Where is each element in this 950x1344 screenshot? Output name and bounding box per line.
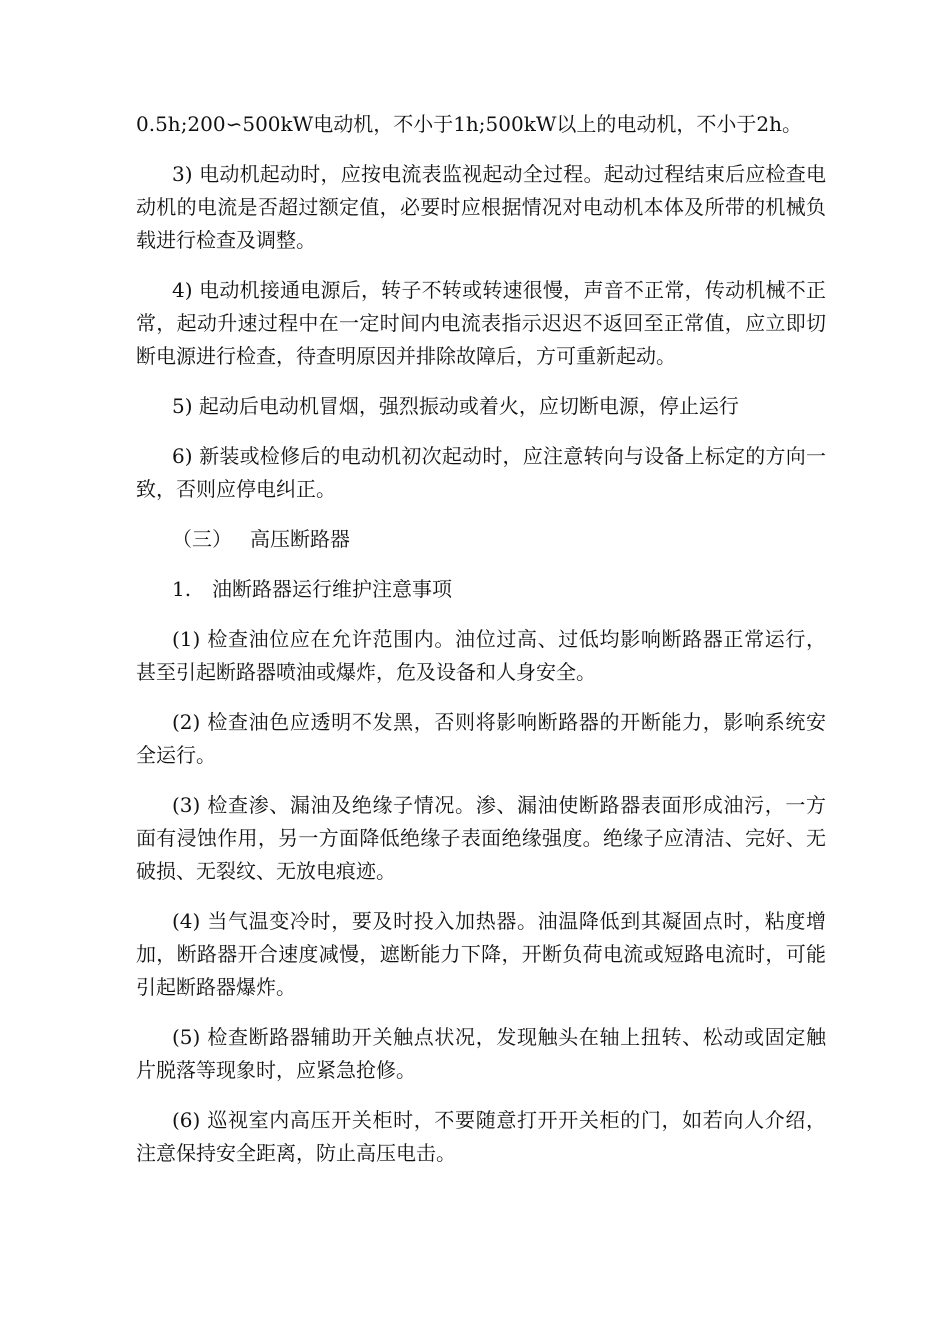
list-item-4: (4) 当气温变冷时，要及时投入加热器。油温降低到其凝固点时，粘度增加，断路器开合速度减慢，遮断能力下降，开断负荷电流或短路电流时，可能引起断路器爆炸。 — [136, 909, 826, 999]
paragraph-item-6: 6) 新装或检修后的电动机初次起动时，应注意转向与设备上标定的方向一致，否则应停电纠正。 — [136, 444, 826, 501]
paragraph-item-4: 4) 电动机接通电源后，转子不转或转速很慢，声音不正常，传动机械不正常，起动升速过程中在一定时间内电流表指示迟迟不返回至正常值，应立即切断电源进行检查，待查明原因并排除故障后，方可重新起动。 — [136, 278, 826, 368]
list-item-3: (3) 检查渗、漏油及绝缘子情况。渗、漏油使断路器表面形成油污，一方面有浸蚀作用，另一方面降低绝缘子表面绝缘强度。绝缘子应清洁、完好、无破损、无裂纹、无放电痕迹。 — [136, 793, 826, 883]
section-heading — [136, 523, 826, 556]
list-item-1: (1) 检查油位应在允许范围内。油位过高、过低均影响断路器正常运行，甚至引起断路器喷油或爆炸，危及设备和人身安全。 — [136, 627, 826, 684]
section-heading-title: 高压断路器 — [250, 527, 350, 551]
sub-heading-title: 油断路器运行维护注意事项 — [212, 577, 452, 601]
paragraph-item-5: 5) 起动后电动机冒烟，强烈振动或着火，应切断电源，停止运行 — [172, 394, 739, 418]
list-item-5: (5) 检查断路器辅助开关触点状况，发现触头在轴上扭转、松动或固定触片脱落等现象时，应紧急抢修。 — [136, 1025, 826, 1082]
paragraph-continuation: 0.5h;200∽500kW电动机，不小于1h;500kW以上的电动机，不小于2h。 — [136, 112, 803, 136]
section-heading-number: （三） — [172, 527, 232, 551]
document-body — [136, 108, 826, 1187]
list-item-6: (6) 巡视室内高压开关柜时，不要随意打开开关柜的门，如若向人介绍，注意保持安全距离，防止高压电击。 — [136, 1108, 826, 1165]
sub-heading — [136, 573, 826, 606]
sub-heading-number: 1. — [172, 577, 192, 601]
paragraph-item-3: 3) 电动机起动时，应按电流表监视起动全过程。起动过程结束后应检查电动机的电流是否超过额定值，必要时应根据情况对电动机本体及所带的机械负载进行检查及调整。 — [136, 162, 826, 252]
list-item-2: (2) 检查油色应透明不发黑，否则将影响断路器的开断能力，影响系统安全运行。 — [136, 710, 826, 767]
